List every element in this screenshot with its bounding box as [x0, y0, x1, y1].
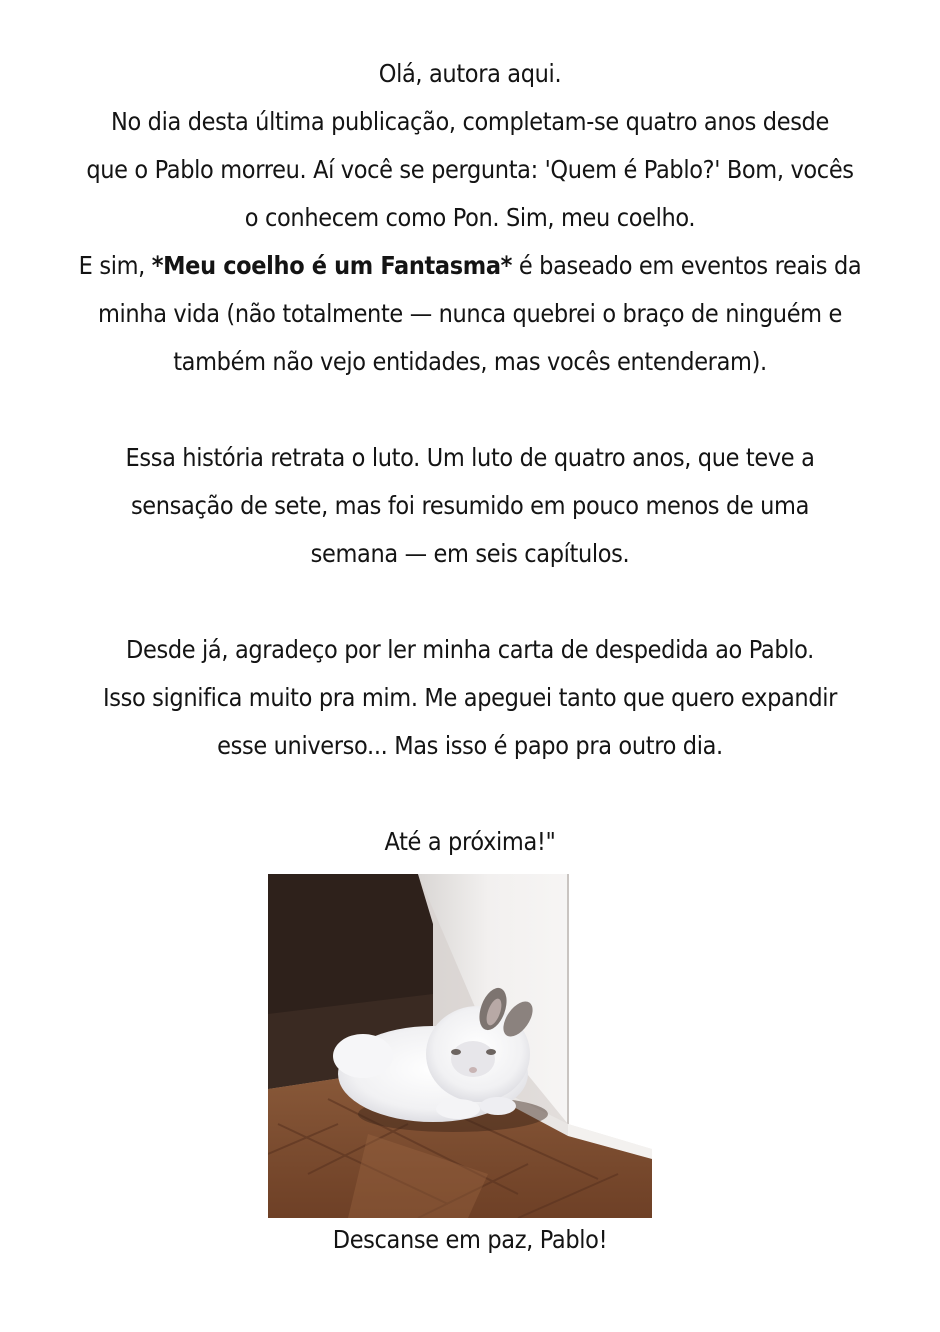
paragraph-gap [74, 386, 866, 434]
paragraph-2-line-2: sensação de sete, mas foi resumido em pouco menos de uma [130, 491, 810, 520]
paragraph-gap [74, 578, 866, 626]
paragraph-3-line-3: esse universo... Mas isso é papo pra outro dia. [217, 731, 723, 760]
paragraph-1-line-4-post: é baseado em eventos reais da [512, 251, 862, 280]
paragraph-2-line-1: Essa história retrata o luto. Um luto de quatro anos, que teve a [125, 443, 815, 472]
rabbit-photo-illustration [268, 874, 652, 1218]
paragraph-1-line-3: o conhecem como Pon. Sim, meu coelho. [244, 203, 696, 232]
story-title: *Meu coelho é um Fantasma* [151, 251, 513, 280]
paragraph-1-line-1: No dia desta última publicação, completam-se quatro anos desde [111, 107, 829, 136]
closing: Até a próxima!" [384, 827, 556, 856]
greeting: Olá, autora aqui. [378, 59, 562, 88]
rabbit-photo [268, 874, 652, 1218]
paragraph-1-line-6: também não vejo entidades, mas vocês entenderam). [173, 347, 767, 376]
paragraph-3-line-1: Desde já, agradeço por ler minha carta de despedida ao Pablo. [126, 635, 814, 664]
paragraph-3-line-2: Isso significa muito pra mim. Me apeguei tanto que quero expandir [102, 683, 838, 712]
paragraph-1-line-4 [74, 242, 866, 290]
author-letter [74, 50, 866, 866]
photo-caption: Descanse em paz, Pablo! [332, 1225, 608, 1254]
paragraph-1-line-2: que o Pablo morreu. Aí você se pergunta: 'Quem é Pablo?' Bom, vocês [86, 155, 854, 184]
paragraph-1-line-5: minha vida (não totalmente — nunca quebrei o braço de ninguém e [97, 299, 843, 328]
paragraph-1-line-4-pre: E sim, [78, 251, 152, 280]
paragraph-gap [74, 770, 866, 818]
paragraph-2-line-3: semana — em seis capítulos. [310, 539, 630, 568]
